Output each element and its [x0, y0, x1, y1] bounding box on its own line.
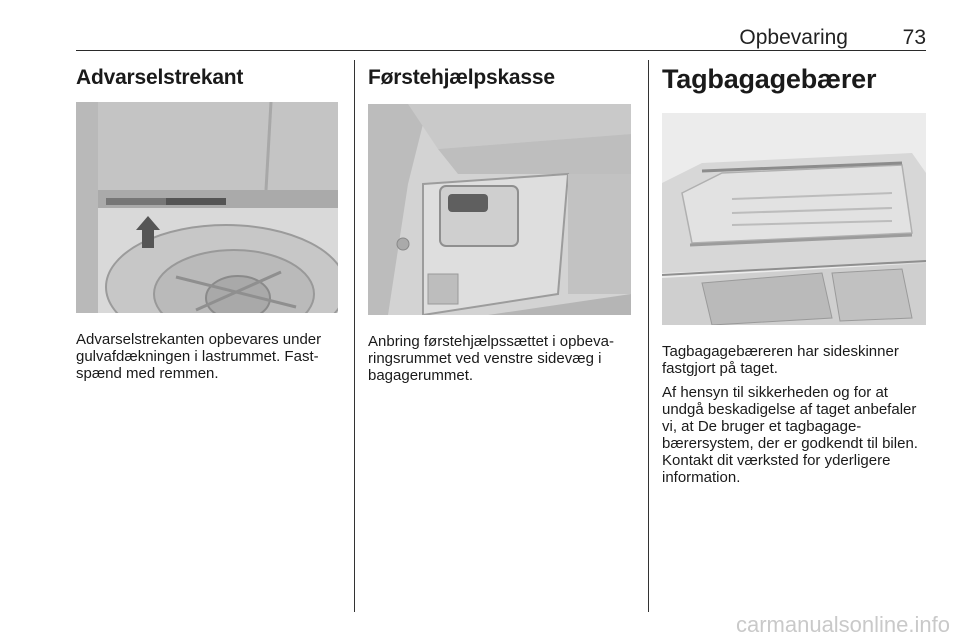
site-watermark: carmanualsonline.info [735, 612, 950, 637]
page-number: 73 [902, 26, 926, 49]
roof-rails-illustration [662, 113, 926, 325]
section-roof-rack [662, 60, 926, 486]
section-first-aid-kit [368, 60, 634, 384]
section-heading: Tagbagagebærer [662, 64, 877, 94]
section-paragraph: Tagbagagebæreren har sideskinner fastgjort på taget. [662, 343, 899, 377]
column-divider [354, 60, 355, 612]
section-heading: Førstehjælpskasse [368, 66, 555, 89]
trunk-compartment-illustration [368, 104, 631, 315]
section-paragraph: Advarselstrekanten opbevares under gulvafdækningen i lastrummet. Fastspænd med remmen. [76, 331, 322, 382]
section-warning-triangle [76, 60, 342, 382]
section-paragraph: Anbring førstehjælpssættet i opbevaringsrummet ved venstre sidevæg i bagagerummet. [368, 333, 614, 384]
section-heading: Advarselstrekant [76, 66, 244, 89]
running-header-title: Opbevaring [739, 26, 848, 49]
trunk-floor-illustration [76, 102, 338, 313]
column-divider [648, 60, 649, 612]
header-rule [76, 50, 926, 51]
section-paragraph: Af hensyn til sikkerheden og for at undgå beskadigelse af taget anbefaler vi, at De bruger et tagbagagebærersystem, der er godkendt til bilen. Kontakt dit værksted for yderligere information. [662, 384, 918, 486]
